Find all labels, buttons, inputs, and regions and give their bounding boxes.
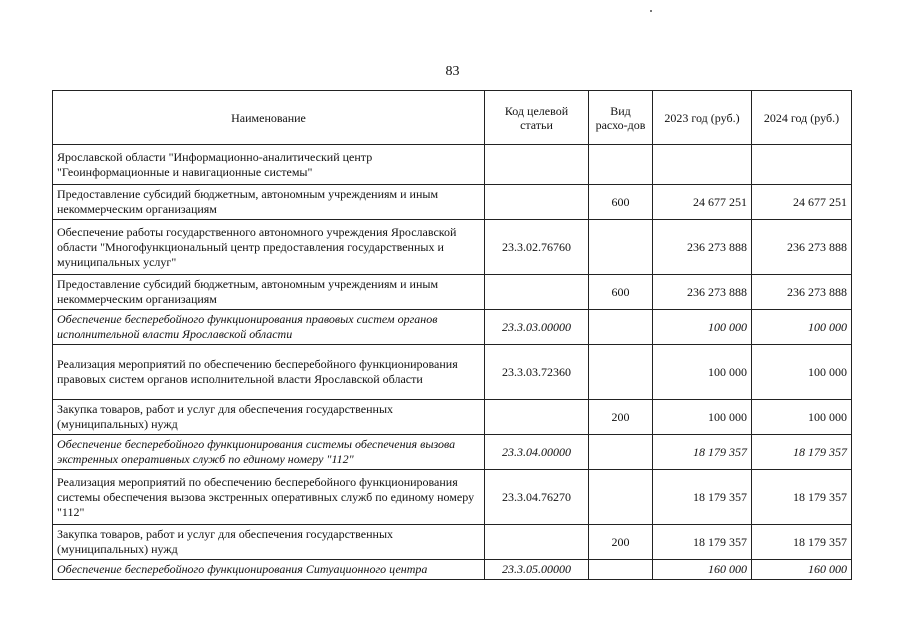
row-2023-cell bbox=[653, 145, 752, 185]
row-2023-cell: 100 000 bbox=[653, 400, 752, 435]
row-2024-cell: 18 179 357 bbox=[752, 435, 852, 470]
row-2023-cell: 24 677 251 bbox=[653, 185, 752, 220]
row-code-cell: 23.3.05.00000 bbox=[485, 560, 589, 580]
row-type-cell: 600 bbox=[589, 185, 653, 220]
row-name-cell: Предоставление субсидий бюджетным, автономным учреждениям и иным некоммерческим организациям bbox=[53, 275, 485, 310]
row-type-cell bbox=[589, 220, 653, 275]
header-type: Вид расхо-дов bbox=[589, 91, 653, 145]
row-type-cell bbox=[589, 345, 653, 400]
row-2023-cell: 236 273 888 bbox=[653, 275, 752, 310]
row-type-cell: 600 bbox=[589, 275, 653, 310]
table-header-row bbox=[53, 91, 852, 145]
table-row bbox=[53, 145, 852, 185]
row-2023-cell: 160 000 bbox=[653, 560, 752, 580]
row-2023-cell: 18 179 357 bbox=[653, 435, 752, 470]
row-name-cell: Обеспечение работы государственного автономного учреждения Ярославской области "Многофункциональный центр предоставления государственных и муниципальных услуг" bbox=[53, 220, 485, 275]
row-2024-cell: 18 179 357 bbox=[752, 470, 852, 525]
row-name-cell: Реализация мероприятий по обеспечению бесперебойного функционирования правовых систем органов исполнительной власти Ярославской области bbox=[53, 345, 485, 400]
row-type-cell bbox=[589, 470, 653, 525]
row-2024-cell: 236 273 888 bbox=[752, 220, 852, 275]
row-code-cell bbox=[485, 275, 589, 310]
table-row bbox=[53, 560, 852, 580]
table-row bbox=[53, 345, 852, 400]
header-2024: 2024 год (руб.) bbox=[752, 91, 852, 145]
row-name-cell: Обеспечение бесперебойного функционирования Ситуационного центра bbox=[53, 560, 485, 580]
header-2023: 2023 год (руб.) bbox=[653, 91, 752, 145]
row-code-cell bbox=[485, 525, 589, 560]
table-body bbox=[53, 145, 852, 580]
header-name: Наименование bbox=[53, 91, 485, 145]
row-2024-cell: 160 000 bbox=[752, 560, 852, 580]
row-2024-cell: 100 000 bbox=[752, 345, 852, 400]
row-code-cell: 23.3.03.72360 bbox=[485, 345, 589, 400]
header-code: Код целевой статьи bbox=[485, 91, 589, 145]
table-row bbox=[53, 310, 852, 345]
row-2024-cell: 24 677 251 bbox=[752, 185, 852, 220]
row-type-cell bbox=[589, 560, 653, 580]
table-row bbox=[53, 400, 852, 435]
row-code-cell: 23.3.03.00000 bbox=[485, 310, 589, 345]
page-number: 83 bbox=[445, 64, 460, 79]
row-name-cell: Закупка товаров, работ и услуг для обеспечения государственных (муниципальных) нужд bbox=[53, 525, 485, 560]
row-2024-cell: 100 000 bbox=[752, 310, 852, 345]
row-name-cell: Ярославской области "Информационно-аналитический центр "Геоинформационные и навигационные системы" bbox=[53, 145, 485, 185]
row-name-cell: Обеспечение бесперебойного функционирования системы обеспечения вызова экстренных оперативных служб по единому номеру "112" bbox=[53, 435, 485, 470]
row-2023-cell: 18 179 357 bbox=[653, 525, 752, 560]
row-type-cell bbox=[589, 310, 653, 345]
row-2023-cell: 236 273 888 bbox=[653, 220, 752, 275]
row-code-cell: 23.3.04.76270 bbox=[485, 470, 589, 525]
row-2024-cell: 18 179 357 bbox=[752, 525, 852, 560]
budget-table bbox=[52, 90, 852, 580]
row-code-cell: 23.3.04.00000 bbox=[485, 435, 589, 470]
row-code-cell bbox=[485, 400, 589, 435]
scan-speck bbox=[650, 10, 652, 12]
row-type-cell: 200 bbox=[589, 400, 653, 435]
row-2023-cell: 100 000 bbox=[653, 310, 752, 345]
row-type-cell bbox=[589, 435, 653, 470]
row-2024-cell bbox=[752, 145, 852, 185]
row-2023-cell: 100 000 bbox=[653, 345, 752, 400]
row-2023-cell: 18 179 357 bbox=[653, 470, 752, 525]
row-type-cell bbox=[589, 145, 653, 185]
table-row bbox=[53, 525, 852, 560]
row-code-cell bbox=[485, 145, 589, 185]
table-row bbox=[53, 185, 852, 220]
table-row bbox=[53, 275, 852, 310]
row-name-cell: Обеспечение бесперебойного функционирования правовых систем органов исполнительной власти Ярославской области bbox=[53, 310, 485, 345]
row-2024-cell: 236 273 888 bbox=[752, 275, 852, 310]
row-2024-cell: 100 000 bbox=[752, 400, 852, 435]
row-name-cell: Закупка товаров, работ и услуг для обеспечения государственных (муниципальных) нужд bbox=[53, 400, 485, 435]
row-name-cell: Предоставление субсидий бюджетным, автономным учреждениям и иным некоммерческим организациям bbox=[53, 185, 485, 220]
row-code-cell: 23.3.02.76760 bbox=[485, 220, 589, 275]
table-row bbox=[53, 470, 852, 525]
table-row bbox=[53, 220, 852, 275]
table-row bbox=[53, 435, 852, 470]
row-type-cell: 200 bbox=[589, 525, 653, 560]
row-code-cell bbox=[485, 185, 589, 220]
row-name-cell: Реализация мероприятий по обеспечению бесперебойного функционирования системы обеспечения вызова экстренных оперативных служб по единому номеру "112" bbox=[53, 470, 485, 525]
